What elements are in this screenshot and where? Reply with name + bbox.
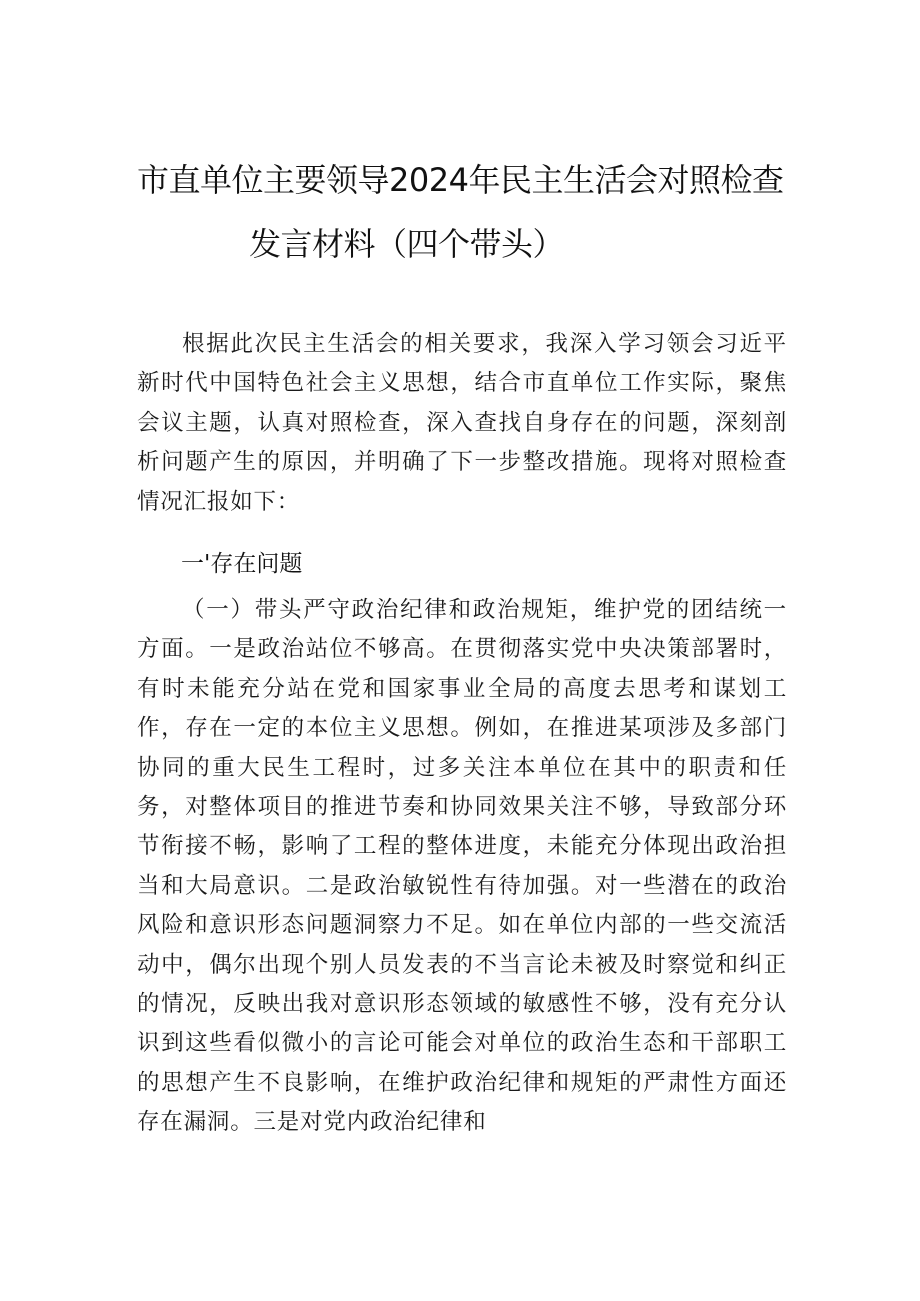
- document-title-line-2: 发言材料（四个带头）: [249, 225, 565, 263]
- section-heading: 一'存在问题: [181, 551, 303, 577]
- intro-paragraph: 根据此次民主生活会的相关要求，我深入学习领会习近平新时代中国特色社会主义思想，结合市直单位工作实际，聚焦会议主题，认真对照检查，深入查找自身存在的问题，深刻剖析问题产生的原因，并明确了下一步整改措施。现将对照检查情况汇报如下：: [137, 331, 787, 515]
- document-title-line-1: 市直单位主要领导2024年民主生活会对照检查: [137, 161, 784, 199]
- body-paragraph: （一）带头严守政治纪律和政治规矩，维护党的团结统一方面。一是政治站位不够高。在贯彻落实党中央决策部署时，有时未能充分站在党和国家事业全局的高度去思考和谋划工作，存在一定的本位主义思想。例如，在推进某项涉及多部门协同的重大民生工程时，过多关注本单位在其中的职责和任务，对整体项目的推进节奏和协同效果关注不够，导致部分环节衔接不畅，影响了工程的整体进度，未能充分体现出政治担当和大局意识。二是政治敏锐性有待加强。对一些潜在的政治风险和意识形态问题洞察力不足。如在单位内部的一些交流活动中，偶尔出现个别人员发表的不当言论未被及时察觉和纠正的情况，反映出我对意识形态领域的敏感性不够，没有充分认识到这些看似微小的言论可能会对单位的政治生态和干部职工的思想产生不良影响，在维护政治纪律和规矩的严肃性方面还存在漏洞。三是对党内政治纪律和: [137, 597, 787, 1136]
